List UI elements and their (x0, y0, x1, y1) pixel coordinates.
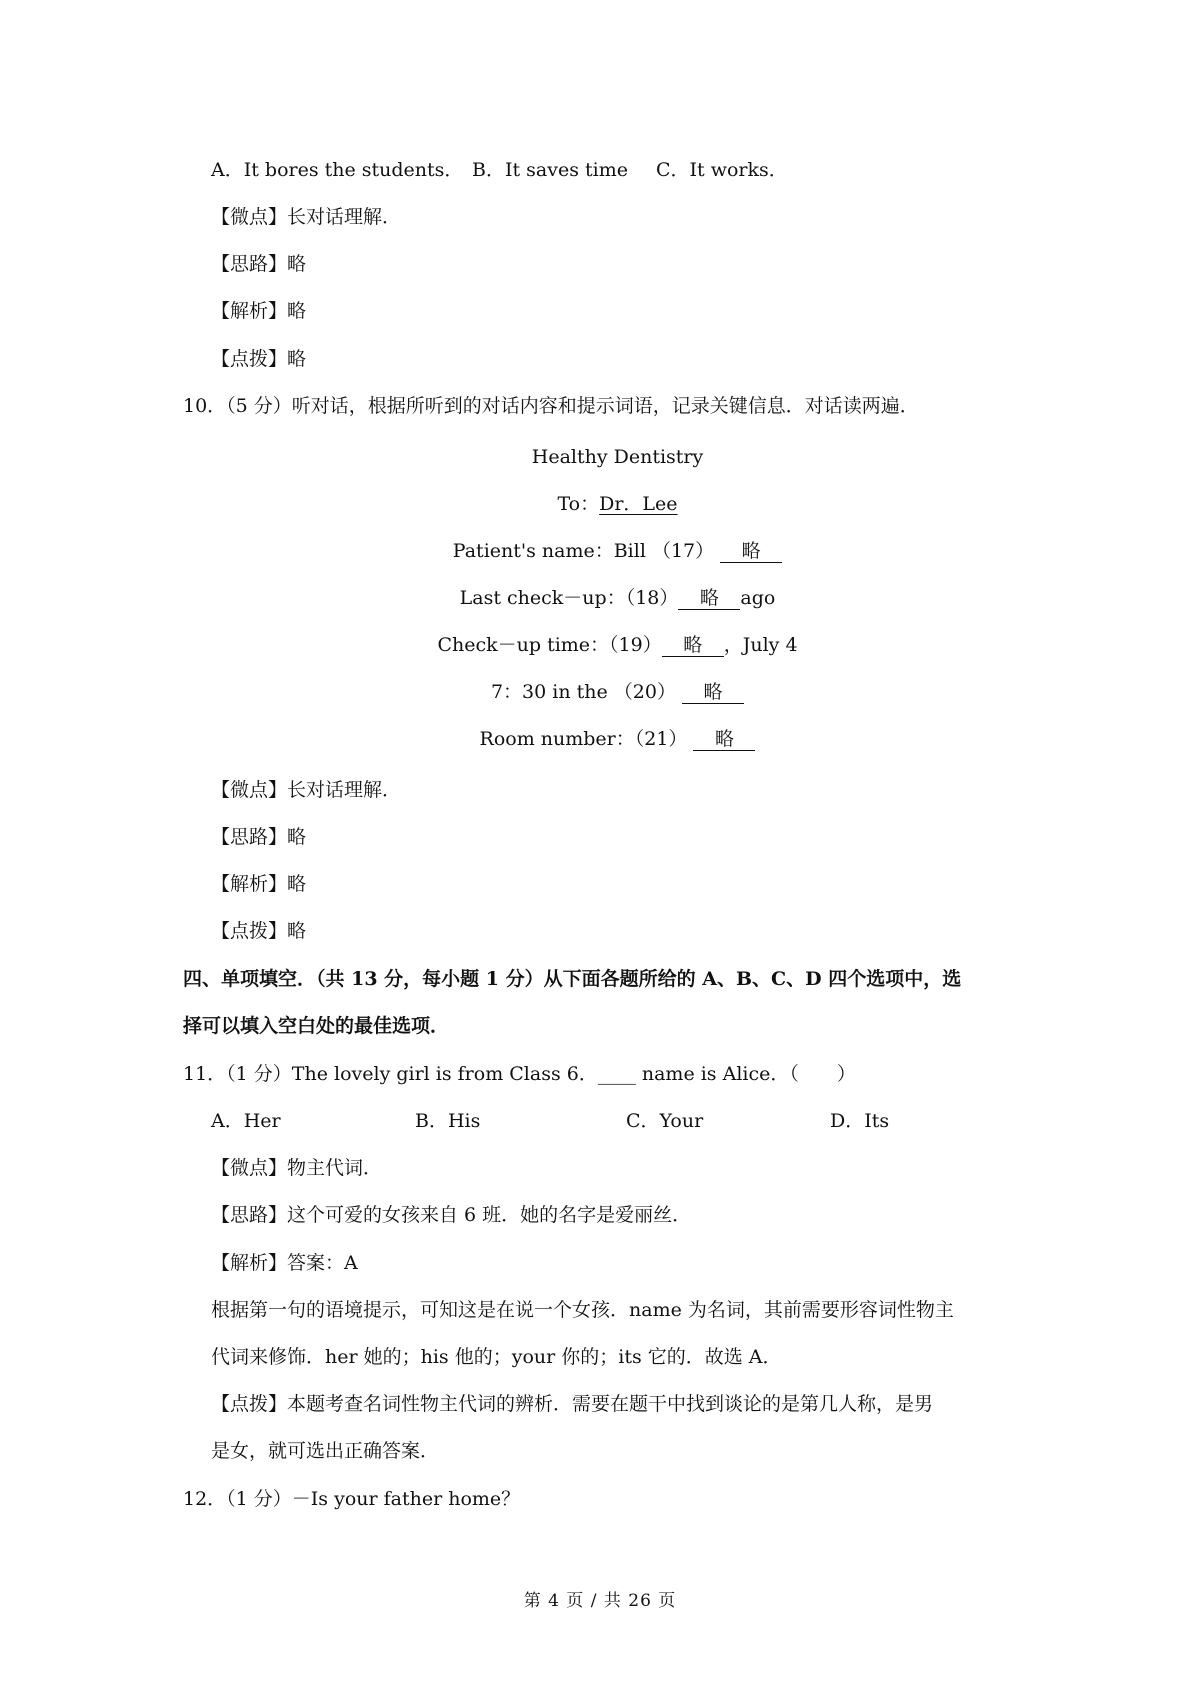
note-dianbo: 【点拨】略 (211, 348, 307, 370)
note-weidian: 【微点】物主代词． (211, 1157, 383, 1179)
form-row-20 (0, 679, 1200, 705)
option-a: A．It bores the students． (211, 159, 464, 181)
explanation-line-2: 代词来修饰．her 她的；his 他的；your 你的；its 它的．故选 A． (211, 1346, 782, 1368)
note-weidian: 【微点】长对话理解． (211, 206, 402, 228)
note-jiexi: 【解析】答案：A (211, 1252, 358, 1274)
question-11-stem: 11．（1 分）The lovely girl is from Class 6．____ name is Alice．（ ） (183, 1063, 856, 1085)
form-to-value: Dr．Lee (599, 493, 678, 515)
form-row-suffix: ，July 4 (723, 634, 798, 656)
note-weidian: 【微点】长对话理解． (211, 779, 402, 801)
answer-blank: 略 (678, 587, 740, 610)
answer-blank: 略 (682, 681, 744, 704)
option-c: C．It works． (656, 159, 788, 181)
form-title: Healthy Dentistry (531, 446, 704, 468)
form-row-label: 7：30 in the （20） (490, 681, 676, 703)
section-heading: 四、单项填空．（共 13 分，每小题 1 分）从下面各题所给的 A、B、C、D 四个选项中，选 (183, 968, 962, 990)
question-12-stem: 12．（1 分）－Is your father home？ (183, 1488, 521, 1510)
note-dianbo: 【点拨】本题考查名词性物主代词的辨析．需要在题干中找到谈论的是第几人称，是男 (211, 1393, 934, 1415)
page-number: 第 4 页 / 共 26 页 (523, 1591, 677, 1611)
option-b: B．It saves time (472, 159, 628, 181)
form-row-label: Patient's name：Bill （17） (452, 540, 715, 562)
note-dianbo-cont: 是女，就可选出正确答案． (211, 1440, 440, 1462)
form-row-label: Last check－up：（18） (459, 587, 679, 609)
option-b: B．His (415, 1110, 481, 1132)
answer-blank: 略 (662, 634, 724, 657)
form-to-row (0, 491, 1200, 517)
answer-blank: 略 (693, 728, 755, 751)
note-silu: 【思路】略 (211, 826, 307, 848)
form-row-18 (0, 585, 1200, 611)
form-row-label: Room number：（21） (479, 728, 688, 750)
form-row-suffix: ago (740, 587, 776, 609)
note-jiexi: 【解析】略 (211, 300, 307, 322)
option-c: C．Your (626, 1110, 704, 1132)
note-silu: 【思路】略 (211, 253, 307, 275)
note-dianbo: 【点拨】略 (211, 920, 307, 942)
note-jiexi: 【解析】略 (211, 873, 307, 895)
form-row-19 (0, 632, 1200, 658)
form-row-21 (0, 726, 1200, 752)
section-heading-cont: 择可以填入空白处的最佳选项． (183, 1015, 450, 1037)
note-silu: 【思路】这个可爱的女孩来自 6 班．她的名字是爱丽丝． (211, 1204, 692, 1226)
form-row-17 (0, 538, 1200, 564)
form-to-label: To： (557, 493, 600, 515)
explanation-line-1: 根据第一句的语境提示，可知这是在说一个女孩．name 为名词，其前需要形容词性物主 (211, 1299, 954, 1321)
form-row-label: Check－up time：（19） (437, 634, 662, 656)
option-a: A．Her (211, 1110, 281, 1132)
answer-blank: 略 (720, 540, 782, 563)
question-10-stem: 10．（5 分）听对话，根据所听到的对话内容和提示词语，记录关键信息．对话读两遍． (183, 395, 919, 417)
option-d: D．Its (830, 1110, 890, 1132)
